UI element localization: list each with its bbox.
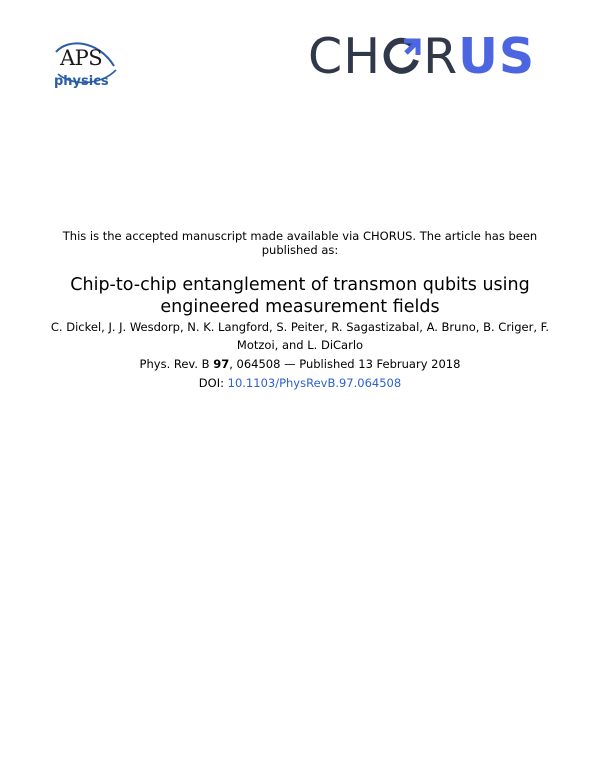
chorus-intro-text: This is the accepted manuscript made available via CHORUS. The article has been published as:: [62, 229, 538, 257]
doi-line: [40, 376, 560, 390]
chorus-o-icon: [382, 33, 422, 79]
doi-label: DOI:: [198, 376, 228, 390]
journal-details: , 064508 — Published 13 February 2018: [229, 357, 461, 371]
chorus-logo: [308, 27, 535, 85]
chorus-logo-us: US: [458, 27, 536, 85]
aps-logo-physics: physics: [54, 74, 109, 89]
article-title: Chip-to-chip entanglement of transmon qubits using engineered measurement fields: [70, 275, 530, 317]
aps-physics-logo: [50, 40, 120, 96]
chorus-logo-r: R: [423, 27, 459, 85]
journal-name: Phys. Rev. B: [139, 357, 210, 371]
journal-citation: [40, 357, 560, 371]
chorus-logo-ch: CH: [308, 27, 382, 85]
article-authors: C. Dickel, J. J. Wesdorp, N. K. Langford, S. Peiter, R. Sagastizabal, A. Bruno, B. Criger, F. Motzoi, and L. DiCarlo: [50, 320, 550, 352]
journal-volume: 97: [213, 357, 230, 371]
aps-logo-text: APS: [60, 46, 103, 70]
doi-link[interactable]: 10.1103/PhysRevB.97.064508: [227, 376, 402, 390]
